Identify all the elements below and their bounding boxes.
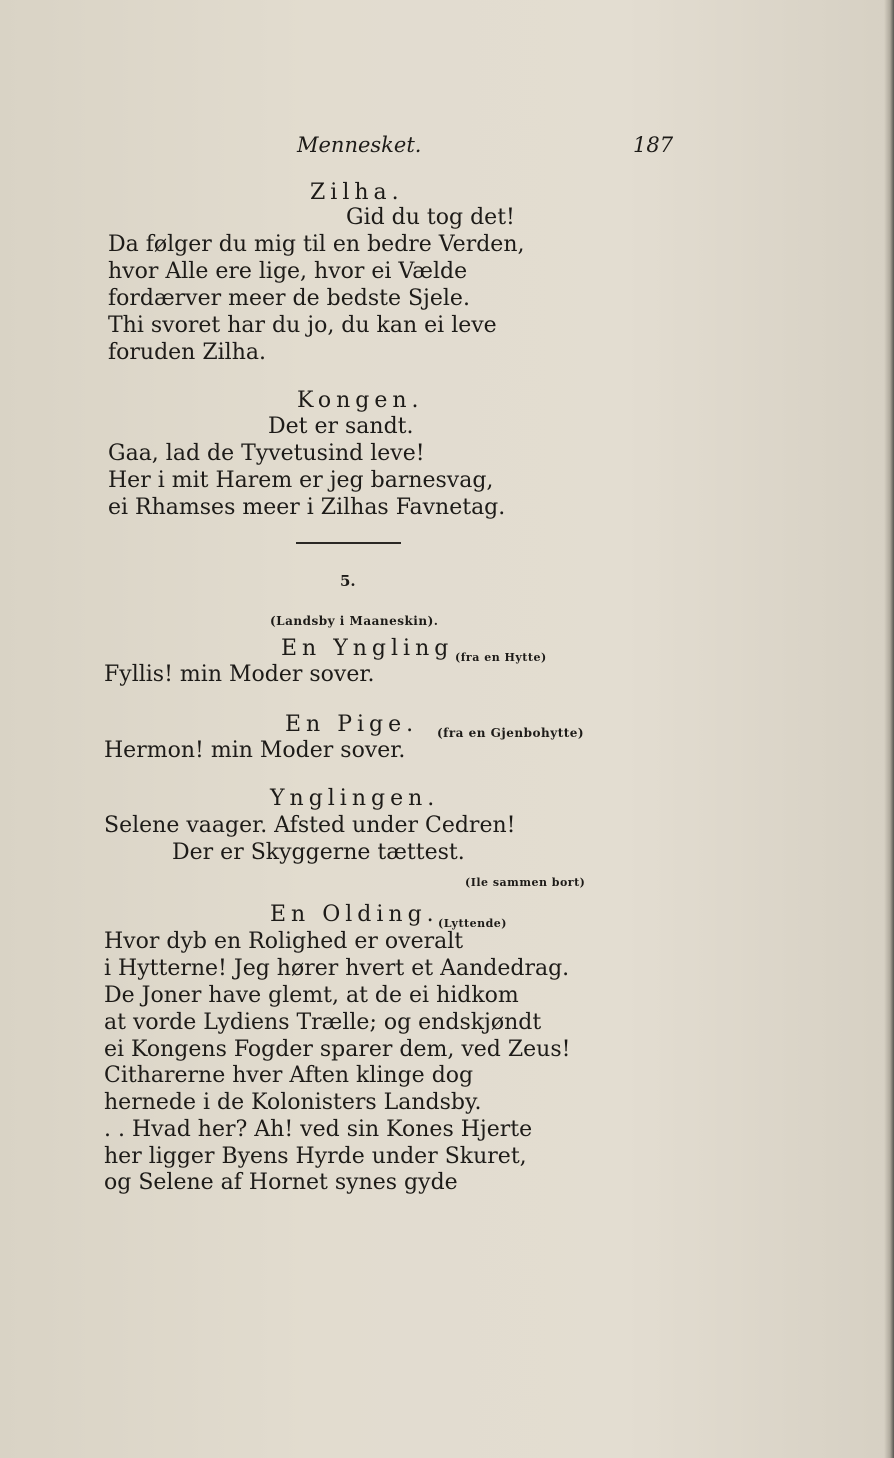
verse-line: her ligger Byens Hyrde under Skuret, (104, 1144, 527, 1169)
verse-line: De Joner have glemt, at de ei hidkom (104, 983, 519, 1008)
speaker-olding: En Olding. (270, 902, 439, 927)
verse-line: og Selene af Hornet synes gyde (104, 1170, 458, 1195)
verse-line: ei Rhamses meer i Zilhas Favnetag. (108, 495, 506, 520)
verse-line: i Hytterne! Jeg hører hvert et Aandedrag. (104, 956, 570, 981)
verse-line: Thi svoret har du jo, du kan ei leve (108, 313, 497, 338)
section-number: 5. (340, 572, 356, 590)
verse-line: Der er Skyggerne tættest. (172, 840, 465, 865)
stage-direction: (fra en Hytte) (455, 651, 547, 664)
stage-direction: (Lyttende) (438, 917, 507, 930)
running-title: Mennesket. (297, 133, 422, 157)
verse-line: Da følger du mig til en bedre Verden, (108, 232, 525, 257)
verse-line: Selene vaager. Afsted under Cedren! (104, 813, 516, 838)
verse-line: ei Kongens Fogder sparer dem, ved Zeus! (104, 1037, 571, 1062)
stage-direction: (fra en Gjenbohytte) (437, 726, 585, 740)
stage-direction: (Ile sammen bort) (465, 876, 586, 889)
speaker-kongen: Kongen. (297, 388, 424, 413)
verse-line: hernede i de Kolonisters Landsby. (104, 1090, 482, 1115)
verse-line: Det er sandt. (268, 414, 414, 439)
speaker-yngling: En Yngling (281, 636, 454, 661)
verse-line: hvor Alle ere lige, hvor ei Vælde (108, 259, 468, 284)
verse-line: fordærver meer de bedste Sjele. (108, 286, 470, 311)
page-number: 187 (633, 133, 674, 157)
verse-line: Gaa, lad de Tyvetusind leve! (108, 441, 425, 466)
verse-line: foruden Zilha. (108, 340, 266, 365)
speaker-ynglingen: Ynglingen. (270, 786, 440, 811)
page-edge-shadow (884, 0, 894, 1458)
speaker-zilha: Zilha. (310, 180, 404, 205)
verse-line: Hermon! min Moder sover. (104, 738, 406, 763)
verse-line: . . Hvad her? Ah! ved sin Kones Hjerte (104, 1117, 533, 1142)
section-divider (296, 542, 401, 544)
stage-setting: (Landsby i Maaneskin). (270, 614, 439, 628)
verse-line: at vorde Lydiens Trælle; og endskjøndt (104, 1010, 542, 1035)
verse-line: Her i mit Harem er jeg barnesvag, (108, 468, 494, 493)
verse-line: Fyllis! min Moder sover. (104, 662, 375, 687)
speaker-pige: En Pige. (285, 712, 419, 737)
verse-line: Hvor dyb en Rolighed er overalt (104, 929, 464, 954)
verse-line: Citharerne hver Aften klinge dog (104, 1063, 474, 1088)
verse-line: Gid du tog det! (346, 205, 515, 230)
